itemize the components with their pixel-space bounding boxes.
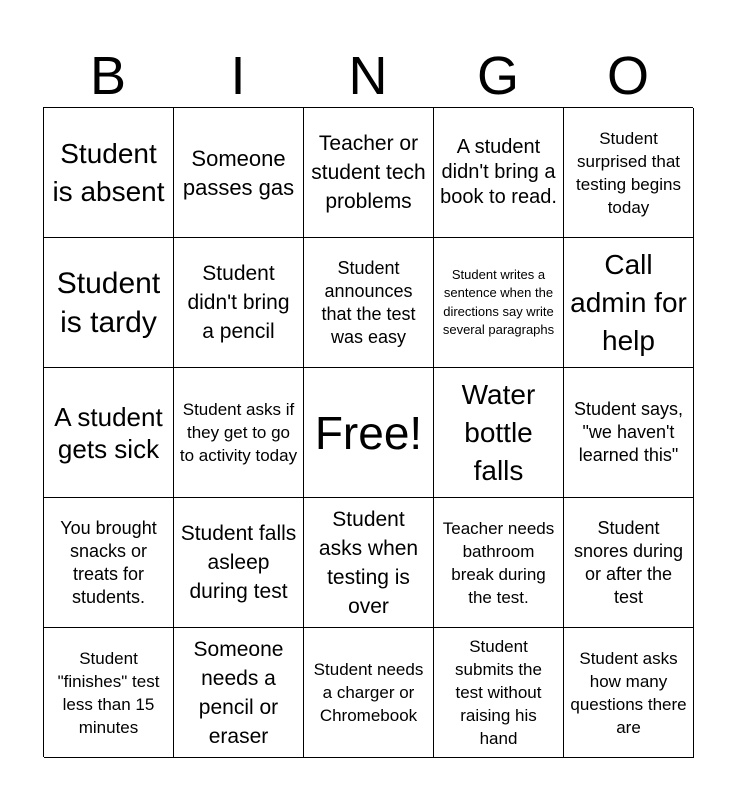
bingo-cell-r4c4[interactable] xyxy=(434,498,564,628)
bingo-cell-r1c3[interactable] xyxy=(304,108,434,238)
header-letter-g: G xyxy=(476,46,519,106)
bingo-cell-r3c1[interactable] xyxy=(44,368,174,498)
cell-text: Water bottle falls xyxy=(461,378,536,486)
cell-text: Student asks when testing is over xyxy=(318,507,419,618)
cell-text: Teacher needs bathroom break during the test. xyxy=(442,518,555,607)
bingo-cell-r2c4[interactable] xyxy=(434,238,564,368)
bingo-cell-r3c4[interactable] xyxy=(434,368,564,498)
cell-text: Student surprised that testing begins today xyxy=(576,128,681,217)
bingo-cell-r5c2[interactable] xyxy=(174,628,304,758)
header-letter-n: N xyxy=(348,46,388,106)
cell-text: Student falls asleep during test xyxy=(180,522,297,603)
bingo-cell-r1c2[interactable] xyxy=(174,108,304,238)
bingo-cell-r5c3[interactable] xyxy=(304,628,434,758)
bingo-cell-r2c1[interactable] xyxy=(44,238,174,368)
cell-text: Student didn't bring a pencil xyxy=(187,262,290,343)
bingo-cell-r3c2[interactable] xyxy=(174,368,304,498)
header-letter-b: B xyxy=(89,46,127,106)
cell-text: A student gets sick xyxy=(54,401,163,464)
cell-text: Someone needs a pencil or eraser xyxy=(193,637,284,748)
bingo-cell-r1c1[interactable] xyxy=(44,108,174,238)
bingo-cell-r5c4[interactable] xyxy=(434,628,564,758)
bingo-cell-r2c2[interactable] xyxy=(174,238,304,368)
bingo-cell-r4c1[interactable] xyxy=(44,498,174,628)
cell-text: Student "finishes" test less than 15 minutes xyxy=(57,648,160,737)
bingo-cell-r2c5[interactable] xyxy=(564,238,694,368)
cell-text: Student writes a sentence when the directions say write several paragraphs xyxy=(442,266,555,337)
bingo-cell-r1c5[interactable] xyxy=(564,108,694,238)
bingo-cell-r4c3[interactable] xyxy=(304,498,434,628)
bingo-cell-r5c5[interactable] xyxy=(564,628,694,758)
cell-text: A student didn't bring a book to read. xyxy=(440,136,557,208)
cell-text: Student submits the test without raising his hand xyxy=(455,637,542,748)
bingo-cell-r2c3[interactable] xyxy=(304,238,434,368)
cell-text: Teacher or student tech problems xyxy=(311,132,426,213)
header-letter-o: O xyxy=(606,46,649,106)
cell-text: Student is absent xyxy=(52,137,165,207)
cell-text: Student snores during or after the test xyxy=(573,517,684,607)
cell-text: Student needs a charger or Chromebook xyxy=(313,660,424,725)
cell-text: You brought snacks or treats for students. xyxy=(60,517,157,607)
bingo-cell-r4c2[interactable] xyxy=(174,498,304,628)
header-letter-i: I xyxy=(230,46,246,106)
cell-text: Student says, "we haven't learned this" xyxy=(573,399,684,465)
cell-text: Student is tardy xyxy=(56,266,161,339)
bingo-cell-r4c5[interactable] xyxy=(564,498,694,628)
bingo-header xyxy=(43,44,693,108)
cell-text: Student announces that the test was easy xyxy=(321,257,416,347)
bingo-cell-r3c5[interactable] xyxy=(564,368,694,498)
cell-text: Call admin for help xyxy=(570,248,687,356)
cell-text: Someone passes gas xyxy=(182,145,295,200)
bingo-board xyxy=(43,107,693,757)
bingo-cell-r5c1[interactable] xyxy=(44,628,174,758)
bingo-cell-r3c3[interactable] xyxy=(304,368,434,498)
bingo-cell-r1c4[interactable] xyxy=(434,108,564,238)
cell-text: Student asks if they get to go to activity today xyxy=(179,400,298,465)
cell-text: Student asks how many questions there are xyxy=(570,648,687,737)
free-space: Free! xyxy=(314,406,423,459)
